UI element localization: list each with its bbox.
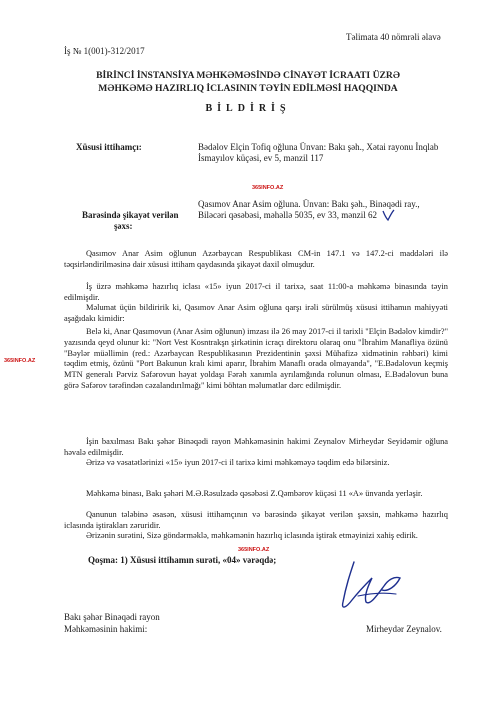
body-paragraph-8: Qanunun tələbinə əsasən, xüsusi ittihamçının və barəsində şikayət verilən şəxsin, məhkəmə hazırlıq iclasında iştirakları zəruridir. [64,510,448,530]
body-paragraph-6: Ərizə və vəsatətlərinizi «15» iyun 2017-ci il tarixə kimi məhkəməyə təqdim edə bilərsiniz. [86,458,390,467]
watermark-365info: 365INFO.AZ [238,547,270,553]
body-paragraph-9: Ərizənin surətini, Sizə göndərməklə, məhkəmənin hazırlıq iclasında iştirak etməyinizi xahiş edirik. [86,531,418,540]
accused-label-line1: Barəsində şikayət verilən [82,210,179,220]
watermark-365info: 365INFO.AZ [4,358,36,364]
body-paragraph-5: İşin baxılması Bakı şəhər Binəqədi rayon Məhkəməsinin hakimi Zeynalov Mirheydər Seyidəmir oğluna həvalə edilmişdir. [64,437,448,457]
court-line2: Məhkəməsinin hakimi: [64,623,148,634]
judge-signature [338,556,408,616]
body-paragraph-4: Belə ki, Anar Qasımovun (Anar Asim oğlunun) imzası ilə 26 may 2017-ci il tarixli "Elçin Bədəlov kimdir?" yazısında qeyd olunur ki: "Nort Vest Kosntrakşn şirkətinin icraçı direktoru olaraq onu "İbrahim Manafliya özünü "Bəylər müəllimin (red.: Azərbaycan Respublikasının Prezidentinin şəxsi Mühafizə xidmətinin rəhbəri) kimi təqdim etmiş, özünü "Port Bakunun kralı kimi aparır, İbrahim Manaflı orada olmayanda", "E.Bədəlovun keçmiş MTN generalı Pərviz Səfərovun həyat yoldaşı Fərəh xanımla ayrılamğında rolunun olması, E.Bədəlovun buna görə Səfərov tərəfindən cəzalandırılmağı" kimi böhtan məlumatlar dərc edilmişdir. [64,327,448,390]
body-paragraph-3: Məlumat üçün bildiririk ki, Qasımov Anar Asim oğluna qarşı irəli sürülmüş xüsusi ittihamın mahiyyəti aşağıdakı kimidir: [64,303,448,323]
judge-name: Mirheydər Zeynalov. [366,624,442,634]
accused-label-line2: şəxs: [114,221,133,231]
case-number: İş № 1(001)-312/2017 [64,46,145,56]
court-line1: Bakı şəhər Binəqədi rayon [64,612,160,622]
court-signature-block [64,612,160,635]
document-title-line2: MƏHKƏMƏ HAZIRLIQ İCLASININ TƏYİN EDİLMƏSİ HAQQINDA [98,83,398,94]
body-paragraph-7: Məhkəmə binası, Bakı şəhəri M.Ə.Rəsulzadə qəsəbəsi Z.Qəmbərov küçəsi 11 «A» ünvanda yerləşir. [86,489,423,498]
body-paragraph-1: Qasımov Anar Asim oğlunun Azərbaycan Respublikası CM-in 147.1 və 147.2-ci maddələri ilə təqsirləndirilməsinə dair xüsusi ittiham qaydasında şikayət daxil olmuşdur. [64,249,448,269]
document-heading: BİLDİRİŞ [205,103,291,114]
prosecutor-label: Xüsusi ittihamçı: [76,142,142,152]
accused-value: Qasımov Anar Asim oğluna. Ünvan: Bakı şəh., Binəqədi ray., Biləcəri qəsəbəsi, məhəllə 5035, ev 33, mənzil 62 [198,199,420,221]
document-title-line1: BİRİNCİ İNSTANSİYA MƏHKƏMƏSİNDƏ CİNAYƏT İCRAATI ÜZRƏ [96,70,400,81]
appendix-note: Təlimata 40 nömrəli əlavə [346,32,441,42]
watermark-365info: 365INFO.AZ [252,185,284,191]
body-paragraph-2: İş üzrə məhkəmə hazırlıq iclası «15» iyun 2017-ci il tarixə, saat 11:00-a məhkəmə binasında təyin edilmişdir. [64,282,448,302]
handwritten-check-mark [381,208,395,222]
attachment-note: Qoşma: 1) Xüsusi ittihamın surəti, «04» vərəqdə; [88,555,277,565]
prosecutor-value: Bədəlov Elçin Tofiq oğluna Ünvan: Bakı şəh., Xətai rayonu İnqlab İsmayılov küçəsi, ev 5, mənzil 117 [198,142,439,164]
